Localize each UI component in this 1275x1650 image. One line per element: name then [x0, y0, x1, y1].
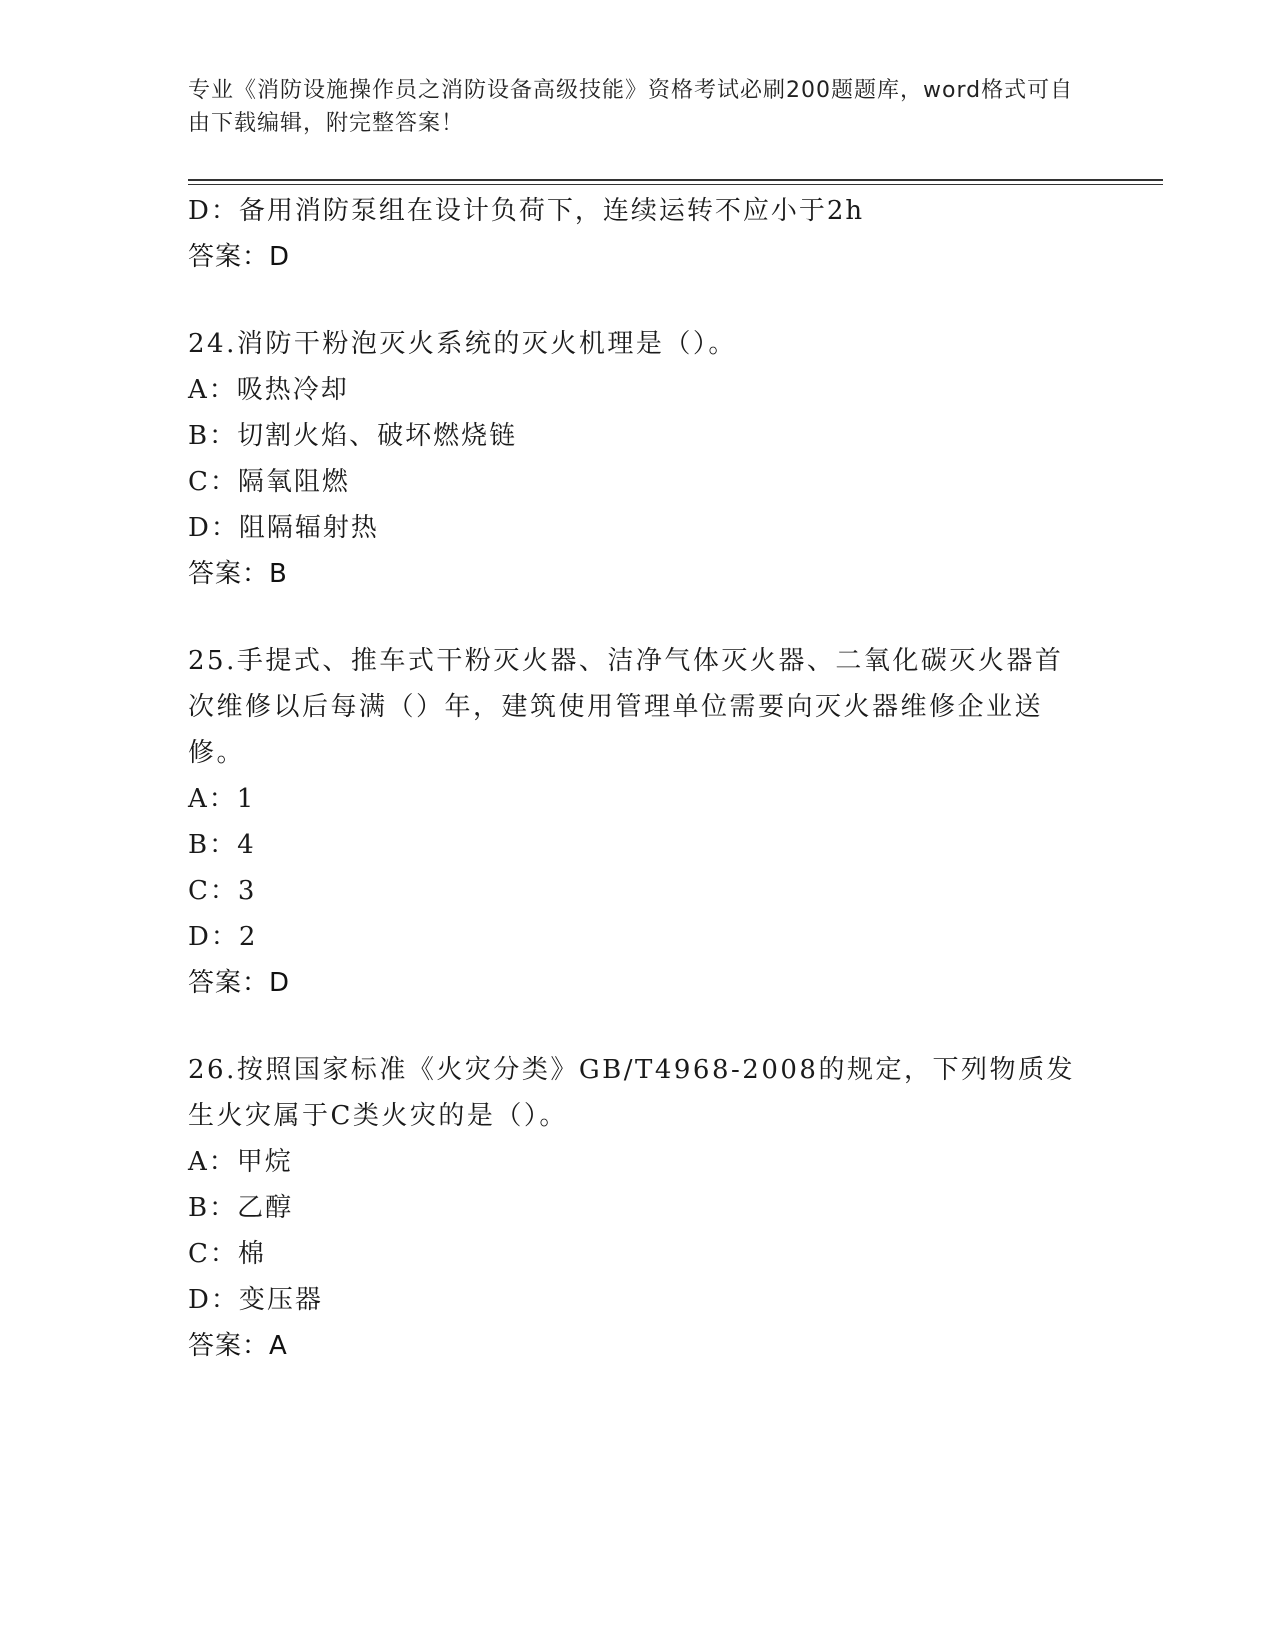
option-d: D：2	[188, 922, 258, 952]
question-26	[188, 1047, 1088, 1369]
spacer	[188, 597, 1088, 638]
option-d: D：备用消防泵组在设计负荷下，连续运转不应小于2h	[188, 196, 865, 226]
question-24	[188, 321, 1088, 597]
header-divider-thin	[188, 184, 1163, 185]
question-stem: 26.按照国家标准《火灾分类》GB/T4968-2008的规定，下列物质发生火灾属于C类火灾的是（）。	[188, 1055, 1075, 1131]
answer-line: 答案：A	[188, 1331, 288, 1361]
option-d: D：变压器	[188, 1285, 323, 1315]
option-a: A：1	[188, 784, 256, 814]
option-c: C：3	[188, 876, 257, 906]
answer-line: 答案：D	[188, 242, 291, 272]
option-a: A：吸热冷却	[188, 375, 349, 405]
option-d: D：阻隔辐射热	[188, 513, 379, 543]
option-b: B：切割火焰、破坏燃烧链	[188, 421, 518, 451]
spacer	[188, 1006, 1088, 1047]
answer-line: 答案：D	[188, 968, 291, 998]
question-stem: 25.手提式、推车式干粉灭火器、洁净气体灭火器、二氧化碳灭火器首次维修以后每满（）年，建筑使用管理单位需要向灭火器维修企业送修。	[188, 646, 1064, 768]
answer-line: 答案：B	[188, 559, 288, 589]
option-b: B：4	[188, 830, 256, 860]
option-c: C：棉	[188, 1239, 266, 1269]
question-25	[188, 638, 1088, 1006]
option-a: A：甲烷	[188, 1147, 293, 1177]
option-c: C：隔氧阻燃	[188, 467, 350, 497]
previous-question-tail	[188, 188, 1088, 280]
question-stem: 24.消防干粉泡灭火系统的灭火机理是（）。	[188, 329, 737, 359]
header-divider-thick	[188, 179, 1163, 181]
question-list	[188, 188, 1088, 1369]
option-b: B：乙醇	[188, 1193, 294, 1223]
document-header: 专业《消防设施操作员之消防设备高级技能》资格考试必刷200题题库，word格式可自由下载编辑，附完整答案！	[188, 78, 1074, 136]
spacer	[188, 280, 1088, 321]
